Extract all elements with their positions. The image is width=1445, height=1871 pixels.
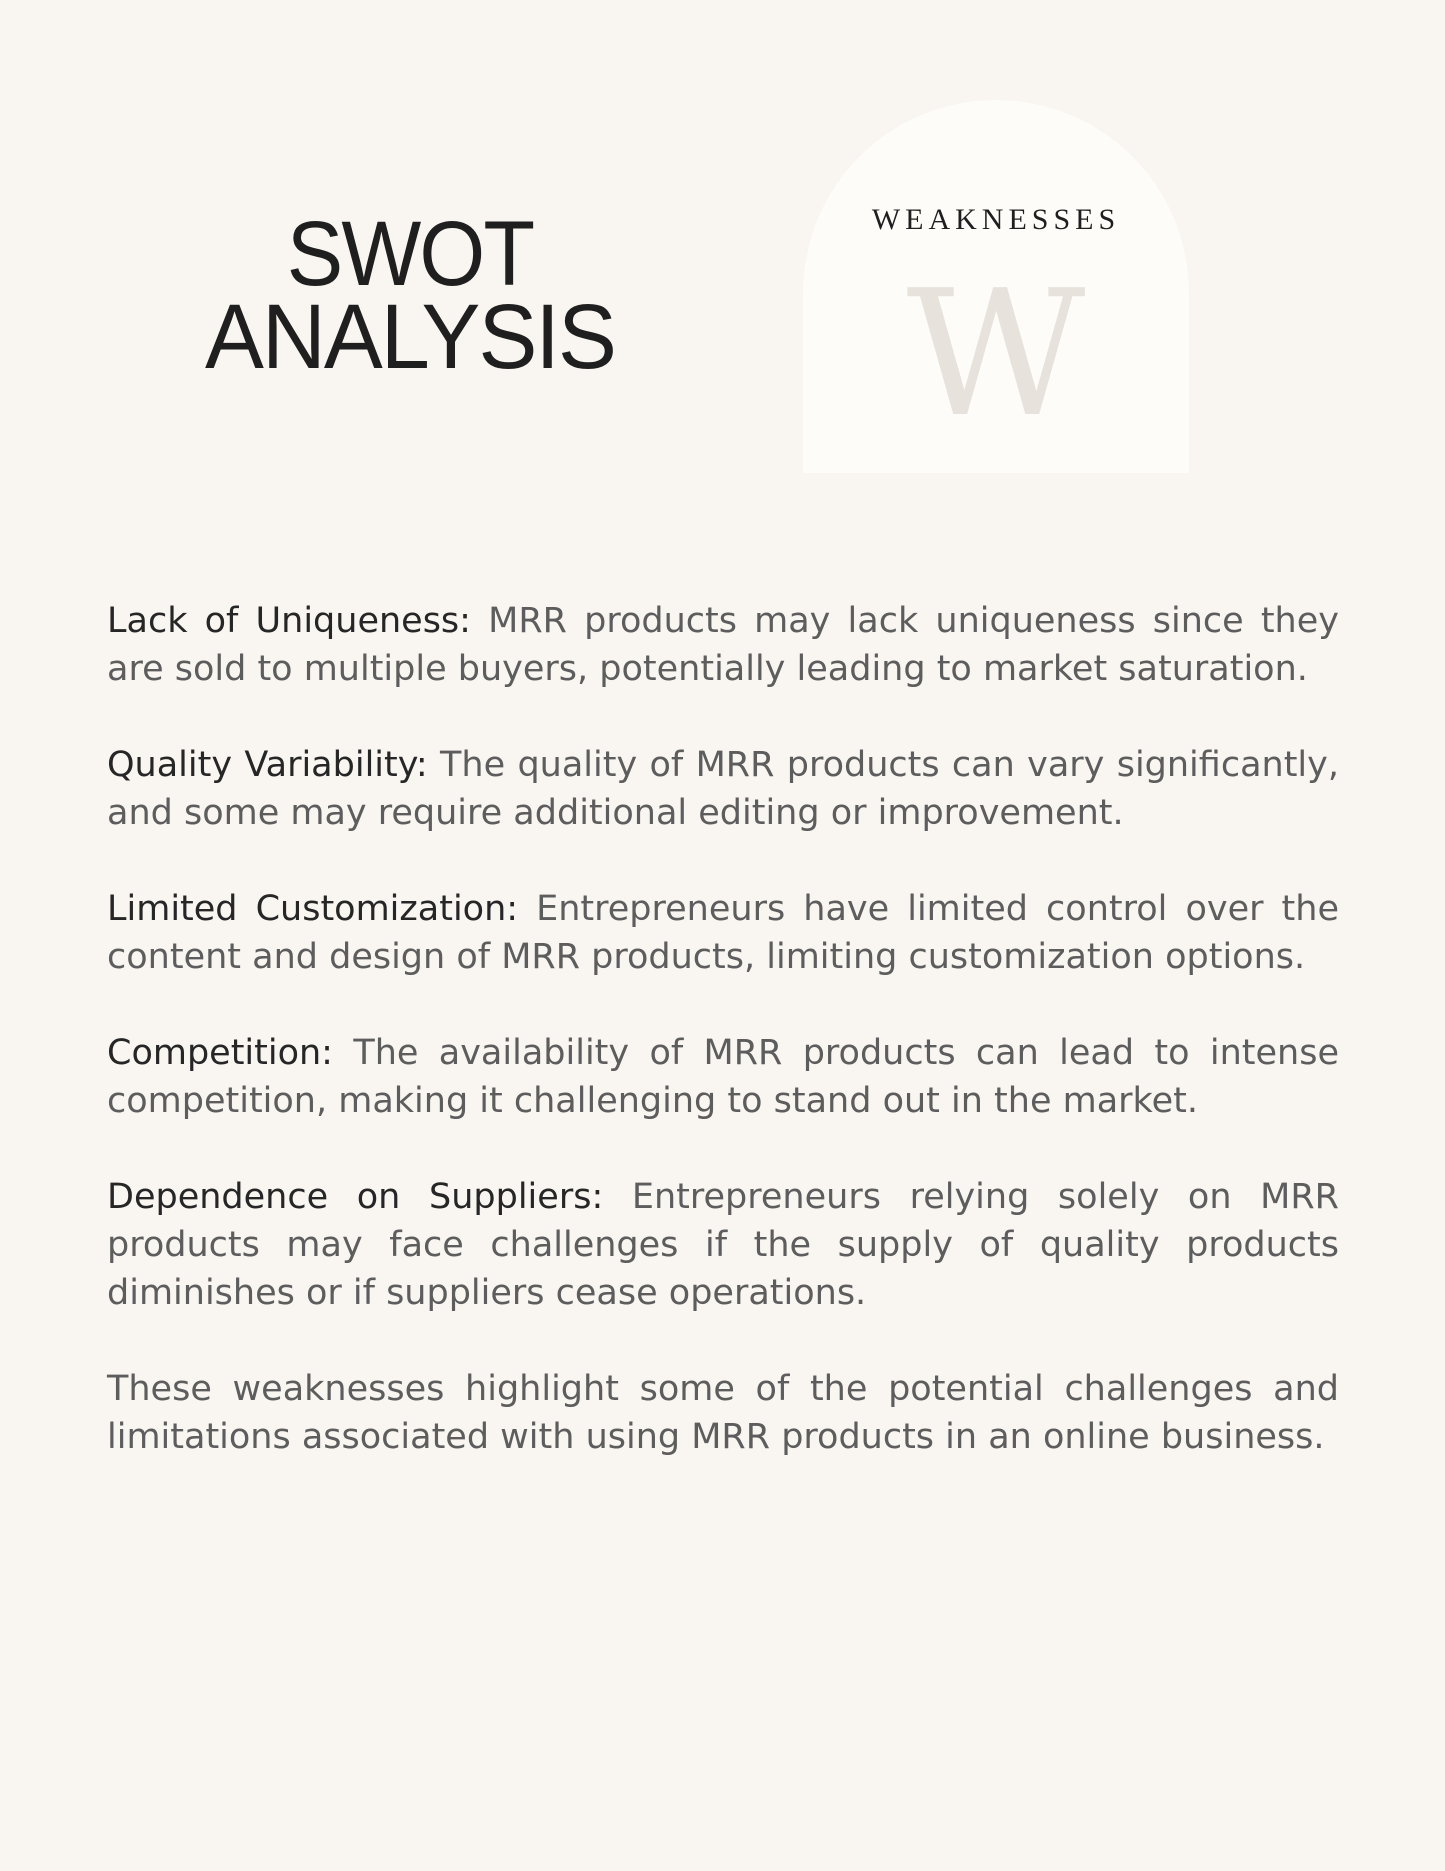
weakness-title: Lack of Uniqueness: — [107, 601, 471, 641]
title-line-analysis: ANALYSIS — [204, 285, 616, 388]
weakness-item-uniqueness — [107, 597, 1339, 693]
weakness-text: Entrepreneurs relying solely on MRR products may face challenges if the supply of quality products diminishes or if suppliers cease operations. — [107, 1177, 1339, 1313]
weakness-item-competition — [107, 1029, 1339, 1125]
badge-label: WEAKNESSES — [871, 203, 1121, 236]
weakness-title: Dependence on Suppliers: — [107, 1177, 604, 1217]
weakness-title: Limited Customization: — [107, 889, 519, 929]
weaknesses-arch-badge — [803, 100, 1189, 473]
weakness-title: Quality Variability: — [107, 745, 428, 785]
weakness-text: The quality of MRR products can vary significantly, and some may require additional editing or improvement. — [107, 745, 1339, 833]
weakness-text: Entrepreneurs have limited control over the content and design of MRR products, limiting customization options. — [107, 889, 1340, 977]
weakness-text: The availability of MRR products can lead to intense competition, making it challenging to stand out in the market. — [107, 1033, 1339, 1121]
badge-letter: W — [906, 253, 1086, 456]
page-title — [140, 203, 680, 388]
weakness-title: Competition: — [107, 1033, 333, 1073]
weakness-item-quality — [107, 741, 1339, 837]
weakness-item-customization — [107, 885, 1339, 981]
weakness-text: MRR products may lack uniqueness since they are sold to multiple buyers, potentially leading to market saturation. — [107, 601, 1339, 689]
weaknesses-content — [107, 597, 1339, 1509]
weakness-item-suppliers — [107, 1173, 1339, 1317]
title-line-swot: SWOT — [286, 203, 534, 305]
conclusion-paragraph: These weaknesses highlight some of the potential challenges and limitations associated with using MRR products in an online business. — [107, 1369, 1339, 1457]
